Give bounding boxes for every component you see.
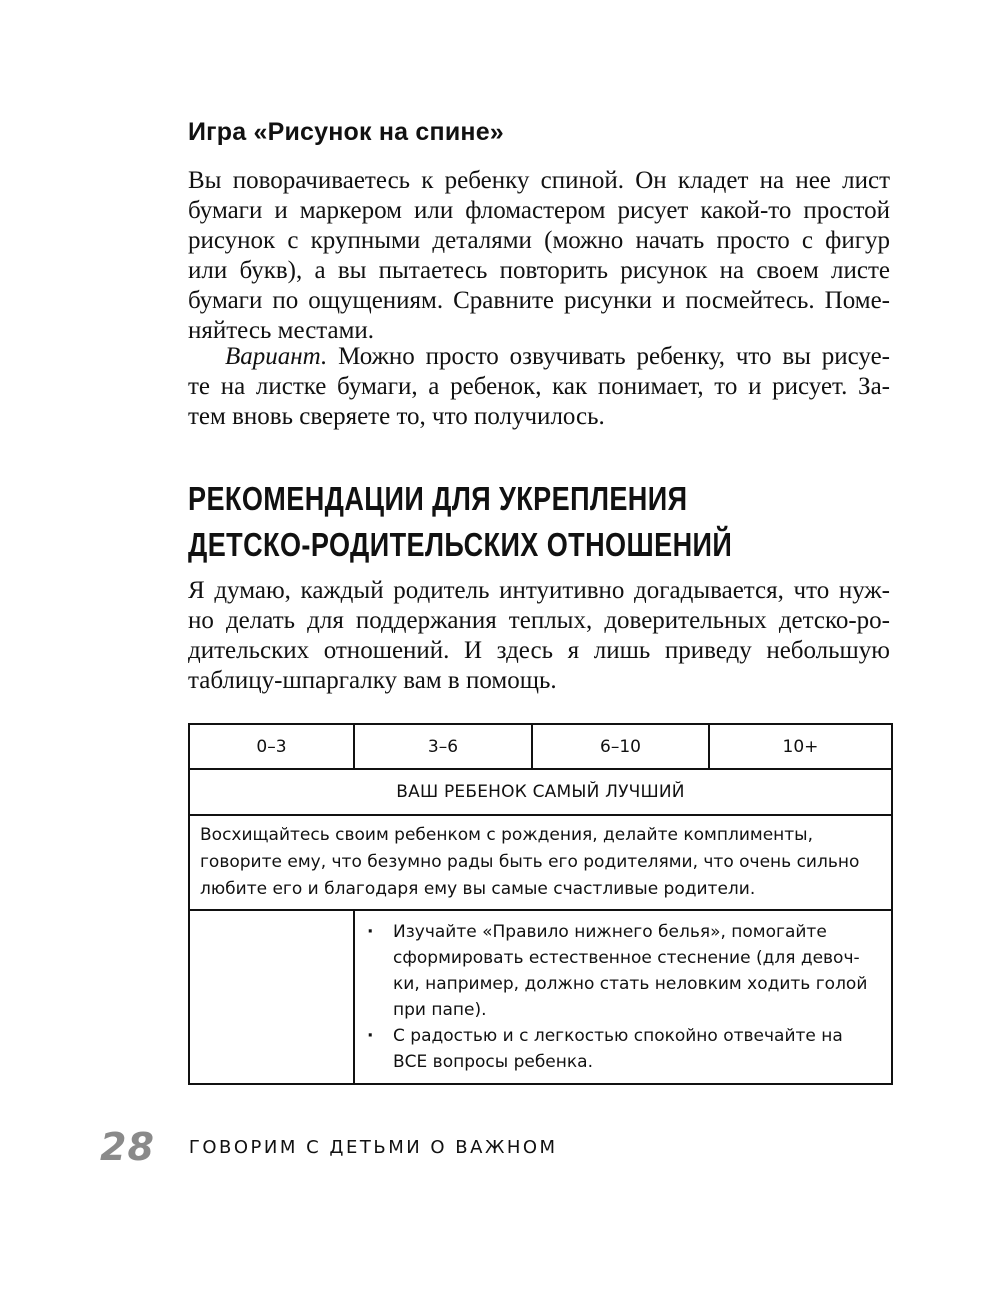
row-title: ВАШ РЕБЕНОК САМЫЙ ЛУЧШИЙ <box>189 769 892 815</box>
text-line: таблицу-шпаргалку вам в помощь. <box>188 667 557 694</box>
bullet-icon: · <box>367 922 374 942</box>
age-column-10-plus: 10+ <box>709 724 892 769</box>
text-line: или букв), а вы пытаетесь повторить рисунок на своем листе <box>188 257 890 284</box>
page-footer <box>100 1122 558 1172</box>
list-item <box>367 919 881 1023</box>
text-line: рисунок с крупными деталями (можно начать просто с фигур <box>188 227 890 254</box>
heading-line: ДЕТСКО-РОДИТЕЛЬСКИХ ОТНОШЕНИЙ <box>188 526 733 563</box>
age-column-6-10: 6–10 <box>532 724 709 769</box>
list-cell-3-plus <box>354 910 892 1084</box>
text-line: те на листке бумаги, а ребенок, как понимает, то и рисует. За- <box>188 373 890 400</box>
table-row <box>189 910 892 1084</box>
text-line: но делать для поддержания теплых, доверительных детско-ро- <box>188 607 890 634</box>
list-item <box>367 1023 881 1075</box>
row-body: Восхищайтесь своим ребенком с рождения, делайте комплименты, говорите ему, что безумно рады быть его родителями, что очень сильно любите его и благодаря ему вы самые счастливые родители. <box>189 815 892 910</box>
variant-label: Вариант. <box>225 343 328 370</box>
page-number: 28 <box>100 1125 155 1169</box>
text-line: Я думаю, каждый родитель интуитивно догадывается, что нуж- <box>188 577 890 604</box>
game-description <box>188 166 890 346</box>
empty-cell-0-3 <box>189 910 354 1084</box>
text-line: тем вновь сверяете то, что получилось. <box>188 403 605 430</box>
text-line: дительских отношений. И здесь я лишь приведу небольшую <box>188 637 890 664</box>
age-column-0-3: 0–3 <box>189 724 354 769</box>
age-column-3-6: 3–6 <box>354 724 532 769</box>
bullet-icon: · <box>367 1026 374 1046</box>
text-line: Вы поворачиваетесь к ребенку спиной. Он кладет на нее лист <box>188 167 890 194</box>
heading-line: РЕКОМЕНДАЦИИ ДЛЯ УКРЕПЛЕНИЯ <box>188 480 688 517</box>
game-title: Игра «Рисунок на спине» <box>188 118 504 146</box>
table-row <box>189 815 892 910</box>
running-title: ГОВОРИМ С ДЕТЬМИ О ВАЖНОМ <box>188 1136 558 1158</box>
variant-text: Можно просто озвучивать ребенку, что вы рисуе- <box>338 343 891 370</box>
recommendations-table <box>188 723 893 1085</box>
section-heading <box>188 476 732 568</box>
list-item-text: С радостью и с легкостью спокойно отвечайте на ВСЕ вопросы ребенка. <box>393 1026 843 1072</box>
table-row <box>189 769 892 815</box>
text-line <box>188 342 890 372</box>
text-line: няйтесь местами. <box>188 317 375 344</box>
age-header-row <box>189 724 892 769</box>
recommendation-list <box>367 919 881 1075</box>
text-line: бумаги по ощущениям. Сравните рисунки и посмейтесь. Поме- <box>188 287 890 314</box>
section-intro <box>188 576 890 696</box>
text-line: бумаги и маркером или фломастером рисует какой-то простой <box>188 197 890 224</box>
list-item-text: Изучайте «Правило нижнего белья», помогайте сформировать естественное стеснение (для девоч-ки, например, должно стать неловким ходить голой при папе). <box>393 922 868 1020</box>
game-variant <box>188 342 890 432</box>
